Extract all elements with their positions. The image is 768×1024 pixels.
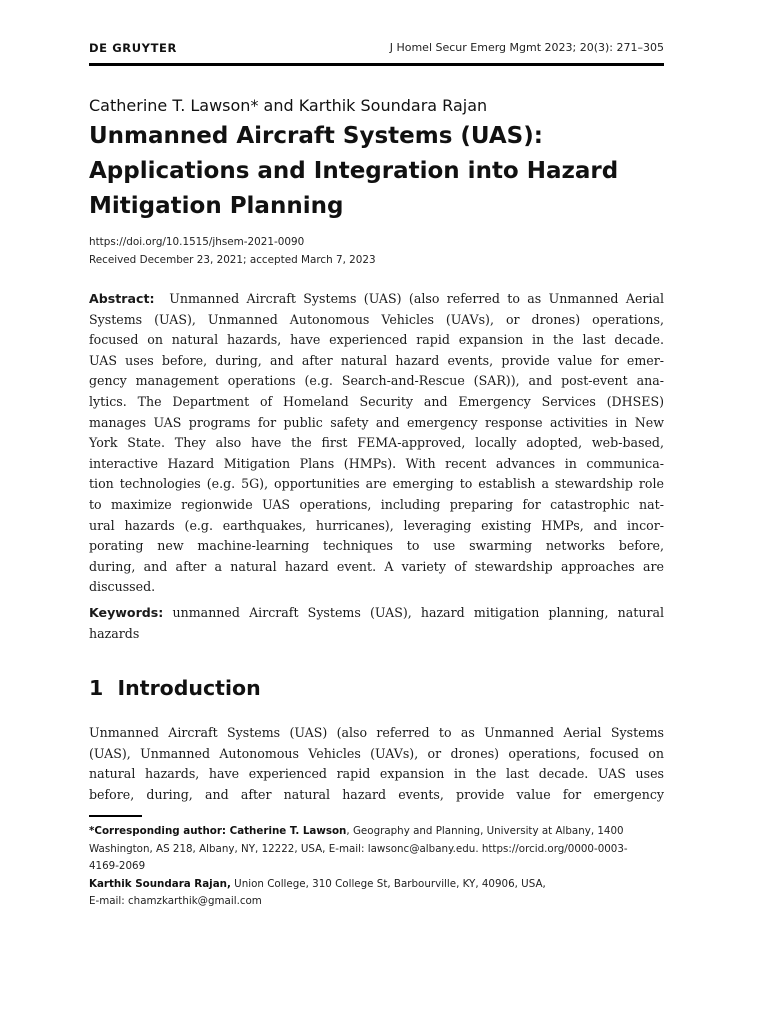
intro-line: (UAS), Unmanned Autonomous Vehicles (UAVs), or drones) operations, focused on: [89, 745, 664, 761]
footnote-line: E-mail: chamzkarthik@gmail.com: [89, 895, 262, 907]
author-list: Catherine T. Lawson* and Karthik Soundara Rajan: [89, 96, 488, 115]
footnote-line: [89, 823, 664, 841]
keywords: [89, 603, 664, 644]
running-header: [89, 41, 664, 57]
abstract-line: to maximize regionwide UAS operations, including preparing for catastrophic nat-: [89, 496, 664, 512]
abstract-line: tion technologies (e.g. 5G), opportunities are emerging to establish a stewardship role: [89, 476, 664, 492]
footnotes: [89, 823, 664, 911]
paper-title: [89, 119, 664, 224]
corresponding-author-label: *Corresponding author: Catherine T. Lawson: [89, 825, 347, 837]
footnote-rule: [89, 815, 142, 817]
abstract-line: UAS uses before, during, and after natural hazard events, provide value for emer-: [89, 352, 664, 368]
title-line: Mitigation Planning: [89, 193, 344, 219]
abstract-line: porating new machine-learning techniques to use swarming networks before,: [89, 538, 664, 554]
abstract-line: manages UAS programs for public safety and emergency response activities in New: [89, 414, 664, 430]
keywords-label: Keywords:: [89, 605, 164, 620]
footnote-line: Washington, AS 218, Albany, NY, 12222, USA, E-mail: lawsonc@albany.edu. https://orcid.org/0000-0003-: [89, 842, 628, 855]
journal-citation: J Homel Secur Emerg Mgmt 2023; 20(3): 271–305: [389, 41, 664, 54]
abstract-text: Unmanned Aircraft Systems (UAS) (also referred to as Unmanned Aerial: [169, 291, 664, 306]
intro-line: Unmanned Aircraft Systems (UAS) (also referred to as Unmanned Aerial Systems: [89, 725, 664, 740]
keywords-text: unmanned Aircraft Systems (UAS), hazard mitigation planning, natural: [172, 605, 664, 620]
title-line: Unmanned Aircraft Systems (UAS):: [89, 123, 543, 149]
article-meta: [89, 233, 376, 269]
abstract-line: Systems (UAS), Unmanned Autonomous Vehicles (UAVs), or drones) operations,: [89, 311, 664, 327]
section-heading: [89, 676, 261, 700]
abstract-line: gency management operations (e.g. Search-and-Rescue (SAR)), and post-event ana-: [89, 373, 664, 389]
abstract-line: during, and after a natural hazard event. A variety of stewardship approaches are: [89, 558, 664, 574]
second-author-text: Union College, 310 College St, Barbourville, KY, 40906, USA,: [230, 877, 546, 890]
abstract-line: interactive Hazard Mitigation Plans (HMPs). With recent advances in communica-: [89, 455, 664, 471]
title-line: Applications and Integration into Hazard: [89, 158, 619, 184]
intro-line: natural hazards, have experienced rapid expansion in the last decade. UAS uses: [89, 766, 664, 782]
corresponding-author-text: , Geography and Planning, University at Albany, 1400: [346, 825, 624, 837]
abstract-line: [89, 289, 664, 310]
header-rule: [89, 63, 664, 66]
keywords-line: [89, 603, 664, 624]
abstract-line: York State. They also have the first FEMA-approved, locally adopted, web-based,: [89, 435, 664, 451]
intro-line: before, during, and after natural hazard events, provide value for emergency: [89, 786, 664, 802]
section-number: 1: [89, 676, 104, 700]
keywords-line: hazards: [89, 625, 140, 641]
abstract-line: lytics. The Department of Homeland Security and Emergency Services (DHSES): [89, 393, 664, 409]
introduction-text: [89, 723, 664, 805]
footnote-line: [89, 876, 664, 894]
abstract-label: Abstract:: [89, 291, 155, 306]
section-title: Introduction: [117, 676, 261, 700]
abstract-line: ural hazards (e.g. earthquakes, hurricanes), leveraging existing HMPs, and incor-: [89, 517, 664, 533]
second-author-label: Karthik Soundara Rajan,: [89, 877, 231, 890]
abstract-line: discussed.: [89, 579, 156, 595]
received-dates: Received December 23, 2021; accepted March 7, 2023: [89, 254, 376, 266]
abstract-line: focused on natural hazards, have experienced rapid expansion in the last decade.: [89, 332, 664, 348]
publisher-logo: DE GRUYTER: [89, 41, 177, 55]
footnote-line: 4169-2069: [89, 860, 146, 872]
abstract: [89, 289, 664, 598]
doi-link[interactable]: https://doi.org/10.1515/jhsem-2021-0090: [89, 236, 305, 248]
